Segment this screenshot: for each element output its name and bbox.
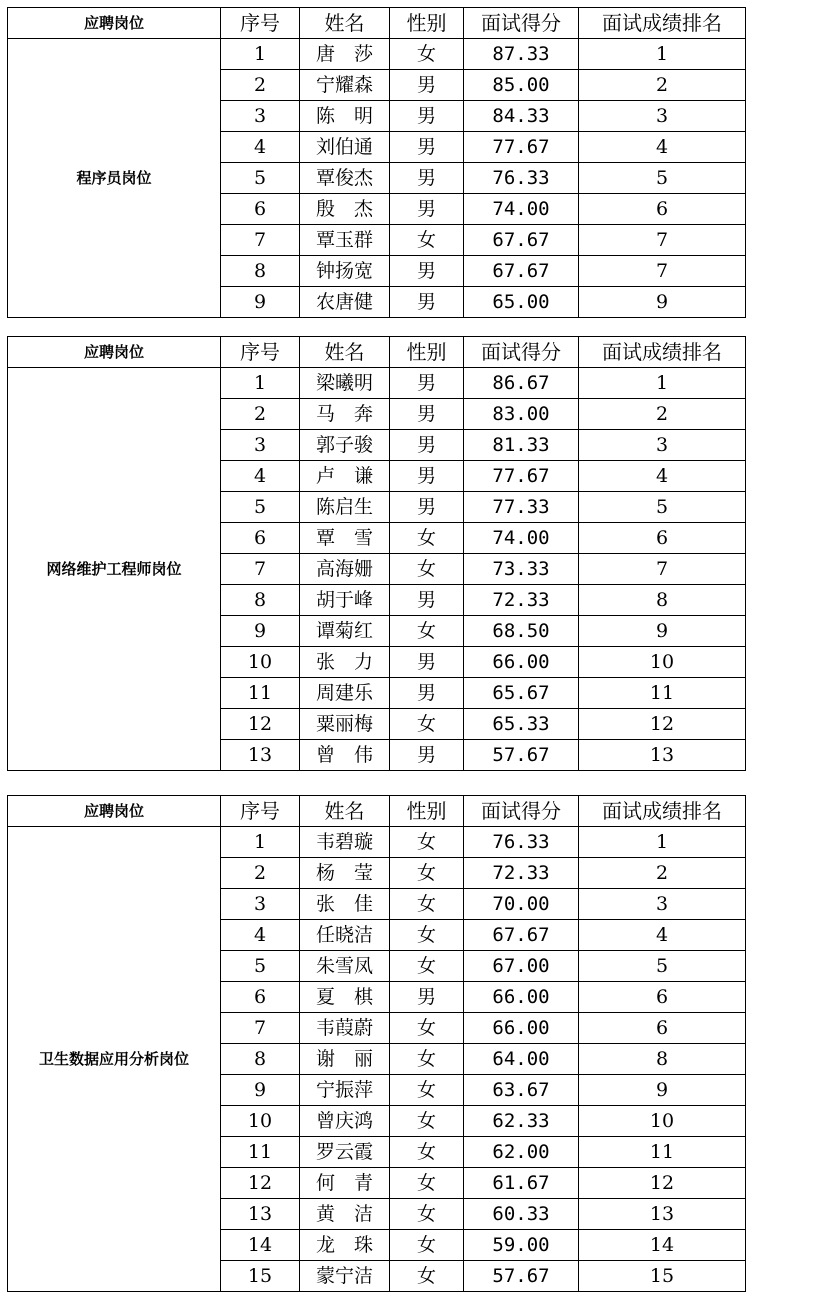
- name-cell: 张 佳: [300, 889, 390, 920]
- table-row: [8, 39, 746, 70]
- seq-cell: 1: [221, 39, 300, 70]
- gender-cell: 男: [390, 585, 464, 616]
- seq-cell: 6: [221, 982, 300, 1013]
- gender-cell: 女: [390, 1199, 464, 1230]
- seq-cell: 2: [221, 399, 300, 430]
- name-cell: 高海姗: [300, 554, 390, 585]
- seq-cell: 13: [221, 1199, 300, 1230]
- gender-cell: 女: [390, 920, 464, 951]
- score-cell: 74.00: [464, 194, 579, 225]
- score-cell: 64.00: [464, 1044, 579, 1075]
- gender-cell: 女: [390, 1106, 464, 1137]
- name-cell: 刘伯通: [300, 132, 390, 163]
- seq-cell: 4: [221, 132, 300, 163]
- section-header-row: [8, 796, 746, 827]
- seq-cell: 15: [221, 1261, 300, 1292]
- name-cell: 周建乐: [300, 678, 390, 709]
- name-cell: 覃 雪: [300, 523, 390, 554]
- score-cell: 60.33: [464, 1199, 579, 1230]
- rank-cell: 3: [579, 430, 746, 461]
- score-cell: 65.00: [464, 287, 579, 318]
- seq-cell: 6: [221, 194, 300, 225]
- gender-cell: 男: [390, 256, 464, 287]
- rank-cell: 5: [579, 163, 746, 194]
- position-name: 卫生数据应用分析岗位: [8, 827, 221, 1292]
- header-seq: 序号: [221, 337, 300, 368]
- rank-cell: 3: [579, 101, 746, 132]
- rank-cell: 7: [579, 554, 746, 585]
- results-table: [7, 7, 746, 1292]
- seq-cell: 11: [221, 1137, 300, 1168]
- rank-cell: 1: [579, 827, 746, 858]
- gender-cell: 女: [390, 1013, 464, 1044]
- seq-cell: 8: [221, 256, 300, 287]
- header-position: 应聘岗位: [8, 796, 221, 827]
- score-cell: 57.67: [464, 740, 579, 771]
- rank-cell: 4: [579, 461, 746, 492]
- gender-cell: 男: [390, 194, 464, 225]
- gender-cell: 女: [390, 225, 464, 256]
- header-position: 应聘岗位: [8, 337, 221, 368]
- seq-cell: 7: [221, 554, 300, 585]
- name-cell: 曾 伟: [300, 740, 390, 771]
- score-cell: 67.67: [464, 256, 579, 287]
- seq-cell: 3: [221, 889, 300, 920]
- gender-cell: 男: [390, 740, 464, 771]
- name-cell: 梁曦明: [300, 368, 390, 399]
- name-cell: 粟丽梅: [300, 709, 390, 740]
- rank-cell: 5: [579, 492, 746, 523]
- rank-cell: 15: [579, 1261, 746, 1292]
- seq-cell: 9: [221, 616, 300, 647]
- gender-cell: 男: [390, 287, 464, 318]
- score-cell: 65.67: [464, 678, 579, 709]
- seq-cell: 13: [221, 740, 300, 771]
- rank-cell: 9: [579, 616, 746, 647]
- name-cell: 覃玉群: [300, 225, 390, 256]
- name-cell: 马 奔: [300, 399, 390, 430]
- score-cell: 67.00: [464, 951, 579, 982]
- name-cell: 夏 棋: [300, 982, 390, 1013]
- gender-cell: 男: [390, 461, 464, 492]
- section-gap: [8, 771, 746, 796]
- score-cell: 70.00: [464, 889, 579, 920]
- seq-cell: 7: [221, 225, 300, 256]
- score-cell: 62.33: [464, 1106, 579, 1137]
- gender-cell: 女: [390, 1044, 464, 1075]
- name-cell: 罗云霞: [300, 1137, 390, 1168]
- name-cell: 蒙宁洁: [300, 1261, 390, 1292]
- rank-cell: 2: [579, 399, 746, 430]
- rank-cell: 10: [579, 647, 746, 678]
- name-cell: 杨 莹: [300, 858, 390, 889]
- seq-cell: 8: [221, 1044, 300, 1075]
- gender-cell: 女: [390, 1075, 464, 1106]
- results-sheet: [7, 7, 745, 1292]
- name-cell: 张 力: [300, 647, 390, 678]
- rank-cell: 2: [579, 70, 746, 101]
- gender-cell: 女: [390, 39, 464, 70]
- score-cell: 66.00: [464, 647, 579, 678]
- header-seq: 序号: [221, 796, 300, 827]
- table-row: [8, 368, 746, 399]
- rank-cell: 11: [579, 1137, 746, 1168]
- name-cell: 农唐健: [300, 287, 390, 318]
- table-row: [8, 827, 746, 858]
- score-cell: 57.67: [464, 1261, 579, 1292]
- rank-cell: 12: [579, 709, 746, 740]
- gender-cell: 女: [390, 616, 464, 647]
- name-cell: 胡于峰: [300, 585, 390, 616]
- gender-cell: 男: [390, 132, 464, 163]
- name-cell: 韦碧璇: [300, 827, 390, 858]
- header-rank: 面试成绩排名: [579, 337, 746, 368]
- score-cell: 83.00: [464, 399, 579, 430]
- name-cell: 陈启生: [300, 492, 390, 523]
- header-rank: 面试成绩排名: [579, 8, 746, 39]
- score-cell: 68.50: [464, 616, 579, 647]
- rank-cell: 8: [579, 1044, 746, 1075]
- seq-cell: 7: [221, 1013, 300, 1044]
- score-cell: 76.33: [464, 163, 579, 194]
- score-cell: 66.00: [464, 1013, 579, 1044]
- name-cell: 覃俊杰: [300, 163, 390, 194]
- seq-cell: 12: [221, 1168, 300, 1199]
- gender-cell: 女: [390, 523, 464, 554]
- score-cell: 65.33: [464, 709, 579, 740]
- rank-cell: 4: [579, 132, 746, 163]
- name-cell: 谭菊红: [300, 616, 390, 647]
- section-gap: [8, 318, 746, 337]
- rank-cell: 6: [579, 1013, 746, 1044]
- seq-cell: 2: [221, 70, 300, 101]
- seq-cell: 3: [221, 101, 300, 132]
- score-cell: 59.00: [464, 1230, 579, 1261]
- name-cell: 谢 丽: [300, 1044, 390, 1075]
- score-cell: 72.33: [464, 585, 579, 616]
- name-cell: 唐 莎: [300, 39, 390, 70]
- seq-cell: 1: [221, 827, 300, 858]
- gender-cell: 女: [390, 889, 464, 920]
- gender-cell: 男: [390, 101, 464, 132]
- score-cell: 72.33: [464, 858, 579, 889]
- section-header-row: [8, 337, 746, 368]
- seq-cell: 5: [221, 951, 300, 982]
- name-cell: 殷 杰: [300, 194, 390, 225]
- rank-cell: 1: [579, 368, 746, 399]
- score-cell: 76.33: [464, 827, 579, 858]
- gender-cell: 男: [390, 647, 464, 678]
- name-cell: 宁耀森: [300, 70, 390, 101]
- name-cell: 韦葭蔚: [300, 1013, 390, 1044]
- results-table-body: [8, 8, 746, 1292]
- score-cell: 63.67: [464, 1075, 579, 1106]
- header-position: 应聘岗位: [8, 8, 221, 39]
- gender-cell: 男: [390, 70, 464, 101]
- name-cell: 龙 珠: [300, 1230, 390, 1261]
- rank-cell: 13: [579, 1199, 746, 1230]
- rank-cell: 8: [579, 585, 746, 616]
- score-cell: 73.33: [464, 554, 579, 585]
- header-score: 面试得分: [464, 8, 579, 39]
- seq-cell: 9: [221, 1075, 300, 1106]
- name-cell: 曾庆鸿: [300, 1106, 390, 1137]
- gender-cell: 女: [390, 1230, 464, 1261]
- rank-cell: 6: [579, 523, 746, 554]
- rank-cell: 5: [579, 951, 746, 982]
- score-cell: 62.00: [464, 1137, 579, 1168]
- score-cell: 85.00: [464, 70, 579, 101]
- seq-cell: 3: [221, 430, 300, 461]
- gender-cell: 女: [390, 1137, 464, 1168]
- gender-cell: 女: [390, 554, 464, 585]
- name-cell: 卢 谦: [300, 461, 390, 492]
- gender-cell: 女: [390, 709, 464, 740]
- score-cell: 77.67: [464, 132, 579, 163]
- seq-cell: 5: [221, 492, 300, 523]
- rank-cell: 7: [579, 225, 746, 256]
- name-cell: 郭子骏: [300, 430, 390, 461]
- header-rank: 面试成绩排名: [579, 796, 746, 827]
- seq-cell: 10: [221, 647, 300, 678]
- rank-cell: 6: [579, 982, 746, 1013]
- gender-cell: 女: [390, 1261, 464, 1292]
- gender-cell: 男: [390, 163, 464, 194]
- header-gender: 性别: [390, 796, 464, 827]
- rank-cell: 11: [579, 678, 746, 709]
- rank-cell: 12: [579, 1168, 746, 1199]
- score-cell: 84.33: [464, 101, 579, 132]
- seq-cell: 12: [221, 709, 300, 740]
- position-name: 程序员岗位: [8, 39, 221, 318]
- header-gender: 性别: [390, 337, 464, 368]
- gender-cell: 男: [390, 492, 464, 523]
- seq-cell: 11: [221, 678, 300, 709]
- score-cell: 66.00: [464, 982, 579, 1013]
- gender-cell: 男: [390, 399, 464, 430]
- header-score: 面试得分: [464, 337, 579, 368]
- header-score: 面试得分: [464, 796, 579, 827]
- gender-cell: 男: [390, 430, 464, 461]
- seq-cell: 4: [221, 461, 300, 492]
- seq-cell: 5: [221, 163, 300, 194]
- gender-cell: 女: [390, 827, 464, 858]
- gender-cell: 男: [390, 368, 464, 399]
- seq-cell: 6: [221, 523, 300, 554]
- section-header-row: [8, 8, 746, 39]
- rank-cell: 3: [579, 889, 746, 920]
- score-cell: 86.67: [464, 368, 579, 399]
- score-cell: 61.67: [464, 1168, 579, 1199]
- score-cell: 87.33: [464, 39, 579, 70]
- name-cell: 宁振萍: [300, 1075, 390, 1106]
- seq-cell: 1: [221, 368, 300, 399]
- header-name: 姓名: [300, 8, 390, 39]
- seq-cell: 2: [221, 858, 300, 889]
- name-cell: 何 青: [300, 1168, 390, 1199]
- rank-cell: 1: [579, 39, 746, 70]
- score-cell: 81.33: [464, 430, 579, 461]
- seq-cell: 9: [221, 287, 300, 318]
- gender-cell: 男: [390, 982, 464, 1013]
- position-name: 网络维护工程师岗位: [8, 368, 221, 771]
- gender-cell: 女: [390, 858, 464, 889]
- score-cell: 67.67: [464, 225, 579, 256]
- rank-cell: 2: [579, 858, 746, 889]
- score-cell: 77.67: [464, 461, 579, 492]
- header-name: 姓名: [300, 796, 390, 827]
- seq-cell: 14: [221, 1230, 300, 1261]
- rank-cell: 7: [579, 256, 746, 287]
- seq-cell: 10: [221, 1106, 300, 1137]
- rank-cell: 10: [579, 1106, 746, 1137]
- name-cell: 黄 洁: [300, 1199, 390, 1230]
- gender-cell: 女: [390, 951, 464, 982]
- gender-cell: 女: [390, 1168, 464, 1199]
- rank-cell: 6: [579, 194, 746, 225]
- seq-cell: 8: [221, 585, 300, 616]
- name-cell: 陈 明: [300, 101, 390, 132]
- rank-cell: 9: [579, 1075, 746, 1106]
- seq-cell: 4: [221, 920, 300, 951]
- score-cell: 67.67: [464, 920, 579, 951]
- rank-cell: 4: [579, 920, 746, 951]
- score-cell: 74.00: [464, 523, 579, 554]
- header-name: 姓名: [300, 337, 390, 368]
- rank-cell: 14: [579, 1230, 746, 1261]
- name-cell: 朱雪凤: [300, 951, 390, 982]
- gender-cell: 男: [390, 678, 464, 709]
- score-cell: 77.33: [464, 492, 579, 523]
- rank-cell: 13: [579, 740, 746, 771]
- rank-cell: 9: [579, 287, 746, 318]
- header-gender: 性别: [390, 8, 464, 39]
- name-cell: 钟扬宽: [300, 256, 390, 287]
- name-cell: 任晓洁: [300, 920, 390, 951]
- header-seq: 序号: [221, 8, 300, 39]
